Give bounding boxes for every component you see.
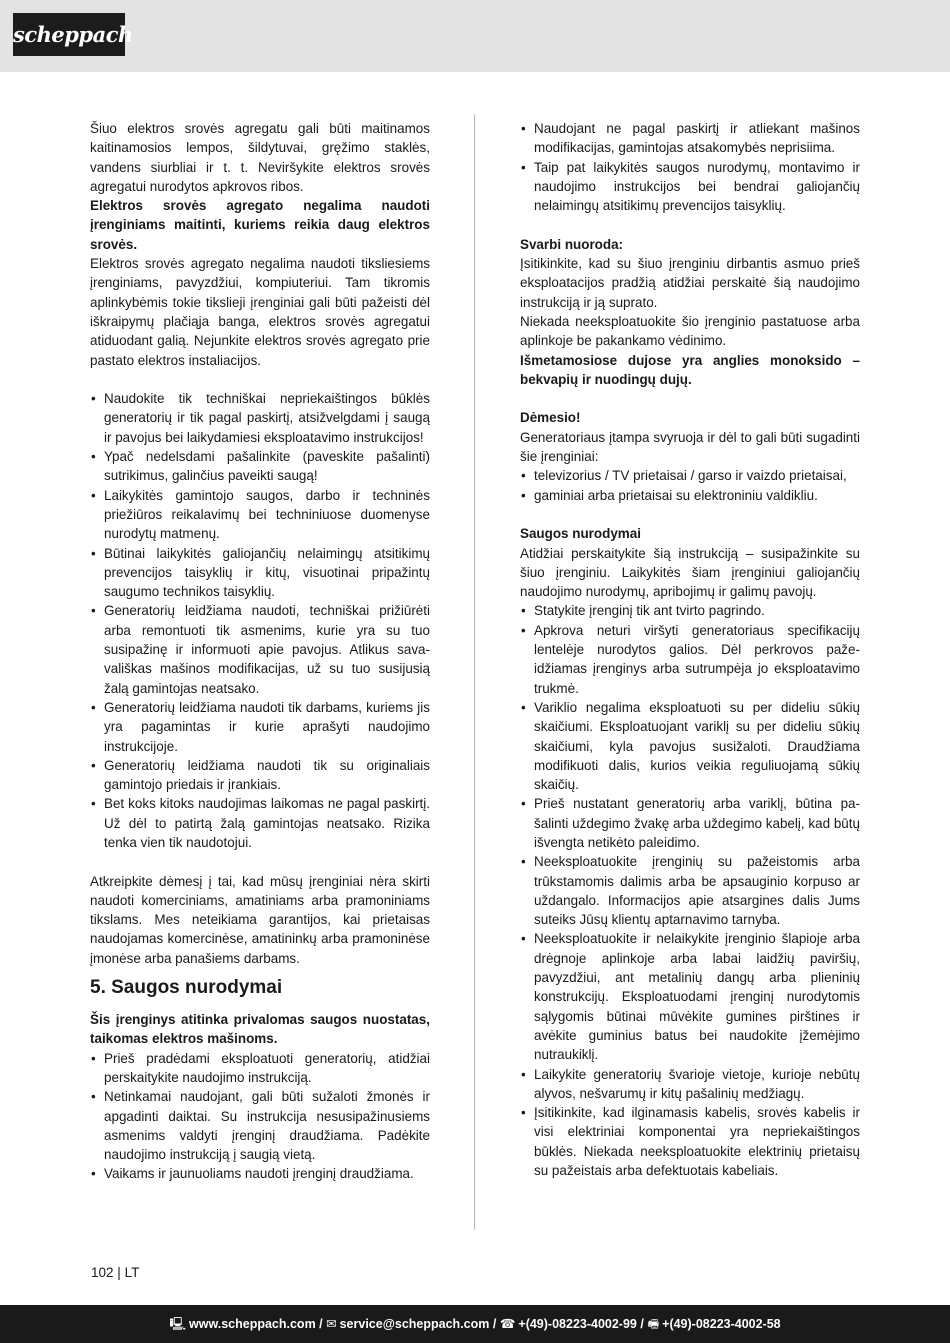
paragraph: Elektros srovės agregato negalima naudoti tiksliesiems įrenginiams, pavyzdžiui, kompiuteriui. Tam tikromis aplinkybėmis tokie tikslieji įrenginiai gali būti pažeisti dėl iškraipymų plačiąja banga, elektros srovės agregatui atiduodant galią. Nejunkite elektros srovės agregato prie pastato elektros instaliacijos. (90, 256, 430, 368)
page-number-value: 102 (91, 1265, 114, 1280)
scheppach-logo (13, 13, 133, 56)
list-item: • Laikykite generatorių švarioje vietoje, kurioje nebūtų alyvos, nešvarumų ir kitų pašalinių medžiagų. (520, 1065, 860, 1104)
list-item: • Prieš nustatant generatorių arba variklį, būtina pašalinti uždegimo žvakę arba uždegimo kabelį, kad būtų išvengta netikėto paleidimo. (520, 794, 860, 852)
bullet-list (520, 601, 860, 1180)
list-item: • Prieš pradėdami eksploatuoti generatorių, atidžiai perskaitykite naudojimo instrukciją. (90, 1049, 430, 1088)
list-item: • Generatorių leidžiama naudoti, techniškai prižiūrėti arba remontuoti tik asmenims, kurie yra su tuo susipažinę ir informuoti apie pavojus. Atlikus savavališkas mašinos modifikacijas, už su tuo susijusią žalą gamintojas neatsako. (90, 601, 430, 697)
list-item: • Statykite įrenginį tik ant tvirto pagrindo. (520, 601, 860, 620)
bullet-list (520, 466, 860, 505)
list-item: • Įsitikinkite, kad ilginamasis kabelis, srovės kabelis ir visi elektriniai komponentai yra nepriekaištingos būklės. Niekada neeksploatuokite elektrinių prietaisų su pažeistais arba defektuotais kabeliais. (520, 1103, 860, 1180)
exhaust-warning: Išmetamosiose dujose yra anglies monoksido – bekvapių ir nuodingų dujų. (520, 352, 860, 387)
paragraph: Niekada neeksploatuokite šio įrenginio pastatuose arba aplinkoje be pakankamo vėdinimo. (520, 313, 860, 349)
list-item: • Naudokite tik techniškai nepriekaištingos būklės generatorių ir tik pagal paskirtį, atsižvelgdami į saugą ir pavojus bei laikydamiesi eksploatavimo instrukcijos! (90, 389, 430, 447)
footer-email[interactable]: service@scheppach.com (339, 1317, 490, 1331)
paragraph: Įsitikinkite, kad su šiuo įrenginiu dirbantis asmuo prieš eksploatacijos pradžią atidžiai perskaitė šią naudojimo instrukciją ir ją suprato. (520, 256, 860, 310)
phone-icon: ☎ (499, 1317, 516, 1331)
bullet-list (520, 119, 860, 215)
list-item: • Laikykitės gamintojo saugos, darbo ir techninės priežiūros reikalavimų bei techniniuose duomenyse nurodytų matmenų. (90, 486, 430, 544)
page-header (0, 0, 950, 72)
footer-phone: +(49)-08223-4002-99 (518, 1317, 637, 1331)
list-item: • gaminiai arba prietaisai su elektroniniu valdikliu. (520, 486, 860, 505)
list-item: • Neeksploatuokite įrenginių su pažeistomis arba trūkstamomis dalimis arba be apsauginio korpuso ar uždangalo. Informacijos apie atsargines dalis Jums suteiks Jūsų klientų aptarnavimo tarnyba. (520, 852, 860, 929)
warning-paragraph: Elektros srovės agregato negalima naudoti įrenginiams maitinti, kuriems reikia daug elektros srovės. (90, 198, 430, 252)
bullet-list (90, 1049, 430, 1184)
page-language: LT (124, 1265, 140, 1280)
page-separator: | (117, 1265, 121, 1280)
attention-heading: Dėmesio! (520, 410, 581, 426)
list-item: • Būtinai laikykitės galiojančių nelaimingų atsitikimų prevencijos taisyklių ir kitų, visuotinai pripažintų saugumo technikos taisyklių. (90, 544, 430, 602)
logo-text: scheppach (13, 22, 133, 47)
email-icon: ✉ (326, 1317, 337, 1331)
column-divider (474, 114, 475, 1230)
list-item: • Ypač nedelsdami pašalinkite (paveskite pašalinti) sutrikimus, galinčius paveikti saugą! (90, 447, 430, 486)
list-item: • Bet koks kitoks naudojimas laikomas ne pagal paskirtį. Už dėl to patirtą žalą gamintojas neatsako. Rizika tenka vien tik naudotojui. (90, 794, 430, 852)
paragraph: Šiuo elektros srovės agregatu gali būti maitinamos kaitinamosios lempos, šildytuvai, gręžimo staklės, vandens siurbliai ir t. t. Neviršykite elektros srovės agregatui nurodytos apkrovos ribos. (90, 121, 430, 194)
list-item: • Generatorių leidžiama naudoti tik su originaliais gamintojo priedais ir įrankiais. (90, 756, 430, 795)
right-column (520, 119, 860, 1180)
paragraph: Generatoriaus įtampa svyruoja ir dėl to gali būti sugadinti šie įrenginiai: (520, 429, 860, 465)
list-item: • Netinkamai naudojant, gali būti sužaloti žmonės ir apgadinti daiktai. Su instrukcija nesusipažinusiems asmenims valdyti įrenginį draudžiama. Padėkite naudojimo instrukciją į saugią vietą. (90, 1087, 430, 1164)
list-item: • Vaikams ir jaunuoliams naudoti įrenginį draudžiama. (90, 1164, 430, 1183)
list-item: • Generatorių leidžiama naudoti tik darbams, kuriems jis yra pagamintas ir kurie aprašyti naudojimo instrukcijoje. (90, 698, 430, 756)
section-heading: 5. Saugos nurodymai (90, 977, 283, 999)
list-item: • Naudojant ne pagal paskirtį ir atliekant mašinos modifikacijas, gamintojas atsakomybės neprisiima. (520, 119, 860, 158)
page-number (91, 1265, 139, 1280)
bullet-list (90, 389, 430, 852)
list-item: • televizorius / TV prietaisai / garso ir vaizdo prietaisai, (520, 466, 860, 485)
computer-icon: 🖳 (169, 1317, 187, 1331)
list-item: • Apkrova neturi viršyti generatoriaus specifikacijų lentelėje nurodytos galios. Dėl perkrovos pažeidžiamas įrenginys arba sutrumpėja jo eksploatavimo trukmė. (520, 621, 860, 698)
list-item: • Variklio negalima eksploatuoti su per dideliu sūkių skaičiumi. Eksploatuojant variklį su per dideliu sūkių skaičiumi, kyla pavojus susižaloti. Draudžiama modifikuoti dalis, kurios veikia reguliuojamą sūkių skaičių. (520, 698, 860, 794)
paragraph: Atkreipkite dėmesį į tai, kad mūsų įrenginiai nėra skirti naudoti komerciniams, amatiniams arba pramoniniams tikslams. Mes neteikiama garantijos, kai prietaisas naudojamas komercinėse, amatininkų arba pramoninėse įmonėse arba panašiems darbams. (90, 873, 430, 966)
safety-heading: Saugos nurodymai (520, 526, 641, 542)
footer-website[interactable]: www.scheppach.com (189, 1317, 316, 1331)
left-column (90, 119, 430, 1184)
important-heading: Svarbi nuoroda: (520, 236, 624, 252)
fax-icon: 🖷 (647, 1317, 660, 1331)
paragraph: Atidžiai perskaitykite šią instrukciją – susipažinkite su šiuo įrenginiu. Laikykitės šiam įrenginiui galiojančių naudojimo nurodymų, apribojimų ir galimų pavojų. (520, 545, 860, 600)
page-footer (0, 1305, 950, 1343)
footer-contacts: 🖳 www.scheppach.com / ✉ service@scheppach.com / ☎ +(49)-08223-4002-99 / 🖷 +(49)-08223-4002-58 (169, 1317, 781, 1331)
footer-fax: +(49)-08223-4002-58 (662, 1317, 781, 1331)
compliance-statement: Šis įrenginys atitinka privalomas saugos nuostatas, taikomas elektros mašinoms. (90, 1012, 430, 1047)
list-item: • Neeksploatuokite ir nelaikykite įrenginio šlapioje arba drėgnoje aplinkoje arba labai laidžių paviršių, pavyzdžiui, ant metalinių dangų arba plieninių konstrukcijų. Eksploatuodami įrenginį nurodytomis sąlygomis būtinai mūvėkite gumines pirštines ir avėkite guminius batus bei naudokite įžemėjimo nutraukiklį. (520, 929, 860, 1064)
list-item: • Taip pat laikykitės saugos nurodymų, montavimo ir naudojimo instrukcijos bei bendrai galiojančių nelaimingų atsitikimų prevencijos taisyklių. (520, 158, 860, 216)
